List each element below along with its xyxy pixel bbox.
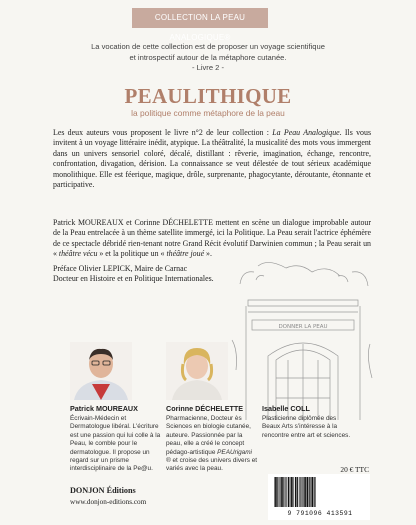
collection-banner: COLLECTION LA PEAU ANALOGIQUE®	[132, 8, 268, 28]
text-span: ».	[204, 249, 212, 259]
sketch-sign: DONNER LA PEAU	[278, 324, 328, 330]
barcode-bar	[283, 477, 284, 507]
barcode-bar	[303, 477, 304, 507]
text-span: » et la politique un «	[97, 249, 167, 259]
illustrator-name: Isabelle COLL	[262, 404, 310, 413]
price-label: 20 € TTC	[340, 465, 369, 474]
barcode-bar	[297, 477, 298, 507]
author-photo	[166, 342, 228, 400]
author-photo	[70, 342, 132, 400]
barcode-bar	[286, 477, 287, 507]
barcode-bar	[314, 477, 315, 507]
barcode-bar	[280, 477, 281, 507]
barcode-bars	[268, 474, 370, 510]
emphasis-text: théâtre joué	[166, 249, 205, 259]
publisher-name: DONJON Éditions	[70, 486, 136, 495]
collection-intro	[60, 42, 356, 74]
text-span: Les deux auteurs vous proposent le livre n°2 de leur collection :	[53, 128, 273, 137]
barcode-bar	[279, 477, 280, 507]
intro-line: La vocation de cette collection est de proposer un voyage scientifique	[91, 42, 325, 51]
barcode-bar	[310, 477, 311, 507]
text-span: Pharmacienne, Docteur ès Sciences en biologie cutanée, auteure. Passionnée par la peau, elle a créé le concept pédago-artistique	[166, 415, 251, 456]
barcode-bar	[311, 477, 313, 507]
barcode-bar	[291, 477, 293, 507]
barcode-bar	[290, 477, 291, 507]
publisher-website: www.donjon-editions.com	[70, 498, 147, 506]
synopsis-paragraph	[53, 218, 371, 260]
text-span: et croise des univers divers et variés avec la peau.	[166, 457, 258, 473]
preface-line: Préface Olivier LEPICK, Maire de Carnac	[53, 264, 188, 273]
barcode-bar	[275, 477, 277, 507]
author-name: Corinne DÉCHELETTE	[166, 404, 244, 413]
building-sketch-illustration	[228, 260, 378, 420]
barcode-bar	[302, 477, 303, 507]
barcode-bar	[299, 477, 300, 507]
barcode-bar	[285, 477, 286, 507]
author-bio	[166, 415, 258, 474]
barcode-bar	[304, 477, 306, 507]
description-paragraph	[53, 128, 371, 190]
preface-credit	[53, 264, 253, 285]
barcode-bar	[306, 477, 308, 507]
barcode-bar	[277, 477, 278, 507]
text-span: Patrick MOUREAUX et Corinne DÉCHELETTE mettent en scène un dialogue improbable autour de la Peau entrelacée à un thème satellite immergé, ici la Politique. La Peau serait l'actrice éphémère de ce spectacle débridé rien-tenant notre Grand Récit évolutif Darwinien commun ; la Peau serait un «	[53, 218, 371, 259]
barcode-bar	[281, 477, 283, 507]
barcode-bar	[300, 477, 301, 507]
barcode-bar	[315, 477, 316, 507]
intro-line: et introspectif autour de la métaphore cutanée.	[129, 52, 287, 62]
author-bio: Écrivain-Médecin et Dermatologue libéral. L'écriture est une passion qui lui colle à la Peau, le comble pour le dermatologue. Il propose un regard sur un prisme interdisciplinaire de la Pe@u.	[70, 415, 161, 473]
barcode-bar	[288, 477, 290, 507]
illustrator-bio: Plasticienne diplômée des Beaux Arts s'intéresse à la rencontre entre art et sciences.	[262, 415, 351, 439]
emphasis-text: théâtre vécu	[58, 249, 98, 259]
collection-name: La Peau Analogique	[272, 128, 340, 137]
text-span: . Ils vous invitent à un voyage littéraire inédit, atypique. La théâtralité, la musicalité des mots vous immergent dans un univers sensoriel coloré, décalé, distillant : rêverie, imagination, échange, rencontre, confrontation, divagation, dérision. La connaissance se veut délestée de tout sérieux académique monolithique. Elle est féerique, magique, drôle, surprenante, phagocytante, déroutante, étonnante et participative.	[53, 128, 372, 190]
author-name: Patrick MOUREAUX	[70, 404, 138, 413]
book-subtitle: la politique comme métaphore de la peau	[131, 108, 285, 118]
isbn-number: 9 791096 413591	[287, 510, 353, 517]
barcode-bar	[274, 477, 275, 507]
barcode-bar	[309, 477, 310, 507]
book-title: PEAULITHIQUE	[124, 84, 292, 108]
preface-line: Docteur en Histoire et en Politique Internationales.	[53, 274, 214, 284]
brand-name: PEAUrigami ®	[166, 448, 252, 465]
barcode-bar	[293, 477, 294, 507]
barcode-bar	[295, 477, 297, 507]
book-number: - Livre 2 -	[191, 63, 225, 72]
